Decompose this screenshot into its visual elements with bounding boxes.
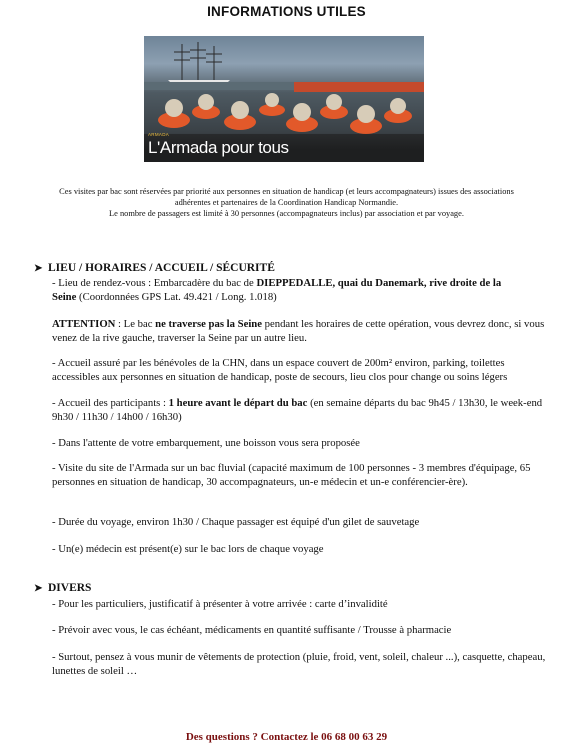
photo-tag: ARMADA	[148, 132, 170, 137]
paragraph-medicaments: - Prévoir avec vous, le cas échéant, médicaments en quantité suffisante / Trousse à pharmacie	[52, 624, 452, 636]
intro-line-3: Le nombre de passagers est limité à 30 personnes (accompagnateurs inclus) par association et par voyage.	[109, 209, 464, 218]
contact-line: Des questions ? Contactez le 06 68 00 63 29	[185, 731, 388, 743]
paragraph-visite: - Visite du site de l'Armada sur un bac fluvial (capacité maximum de 100 personnes - 3 membres d'équipage, 65 personnes en situation de handicap, 30 accompagnateurs, un-e médecin et un-e conférencier-ère).	[52, 462, 531, 489]
arrow-bullet-icon: ➤	[34, 583, 43, 594]
page-title: INFORMATIONS UTILES	[207, 4, 366, 19]
paragraph-boisson: - Dans l'attente de votre embarquement, une boisson vous sera proposée	[52, 437, 360, 449]
photo-caption-band	[144, 132, 424, 162]
section-heading-divers: ➤ DIVERS	[34, 582, 92, 594]
section-heading-lieu: ➤ LIEU / HORAIRES / ACCUEIL / SÉCURITÉ	[34, 262, 275, 274]
paragraph-vetements: - Surtout, pensez à vous munir de vêtements de protection (pluie, froid, vent, soleil, chaleur ...), casquette, chapeau, lunettes de soleil …	[52, 651, 546, 678]
paragraph-horaires: - Accueil des participants : 1 heure avant le départ du bac (en semaine départs du bac 9h45 / 13h30, le week-end 9h30 / 11h30 / 14h00 / 16h30)	[52, 397, 543, 424]
paragraph-attention: ATTENTION : Le bac ne traverse pas la Seine pendant les horaires de cette opération, vous devrez donc, si vous venez de la rive gauche, traverser la Seine par un autre lieu.	[52, 318, 545, 345]
paragraph-rendezvous: - Lieu de rendez-vous : Embarcadère du bac de DIEPPEDALLE, quai du Danemark, rive droite de la Seine (Coordonnées GPS Lat. 49.421 / Long. 1.018)	[52, 277, 502, 304]
intro-line-2: adhérentes et partenaires de la Coordination Handicap Normandie.	[174, 198, 399, 207]
paragraph-medecin: - Un(e) médecin est présent(e) sur le bac lors de chaque voyage	[52, 543, 324, 555]
tall-ship-icon	[164, 42, 234, 86]
paragraph-duree: - Durée du voyage, environ 1h30 / Chaque passager est équipé d'un gilet de sauvetage	[52, 516, 420, 528]
intro-paragraph	[20, 186, 553, 219]
armada-photo	[144, 36, 424, 162]
intro-line-1: Ces visites par bac sont réservées par priorité aux personnes en situation de handicap (et leurs accompagnateurs) issues des associations	[59, 187, 514, 196]
paragraph-justificatif: - Pour les particuliers, justificatif à présenter à votre arrivée : carte d’invalidité	[52, 598, 388, 610]
arrow-bullet-icon: ➤	[34, 263, 43, 274]
paragraph-accueil: - Accueil assuré par les bénévoles de la CHN, dans un espace couvert de 200m² environ, parking, toilettes accessibles aux personnes en situation de handicap, poste de secours, lieu clos pour change ou soins légers	[52, 357, 508, 384]
photo-caption: L'Armada pour tous	[148, 138, 289, 157]
